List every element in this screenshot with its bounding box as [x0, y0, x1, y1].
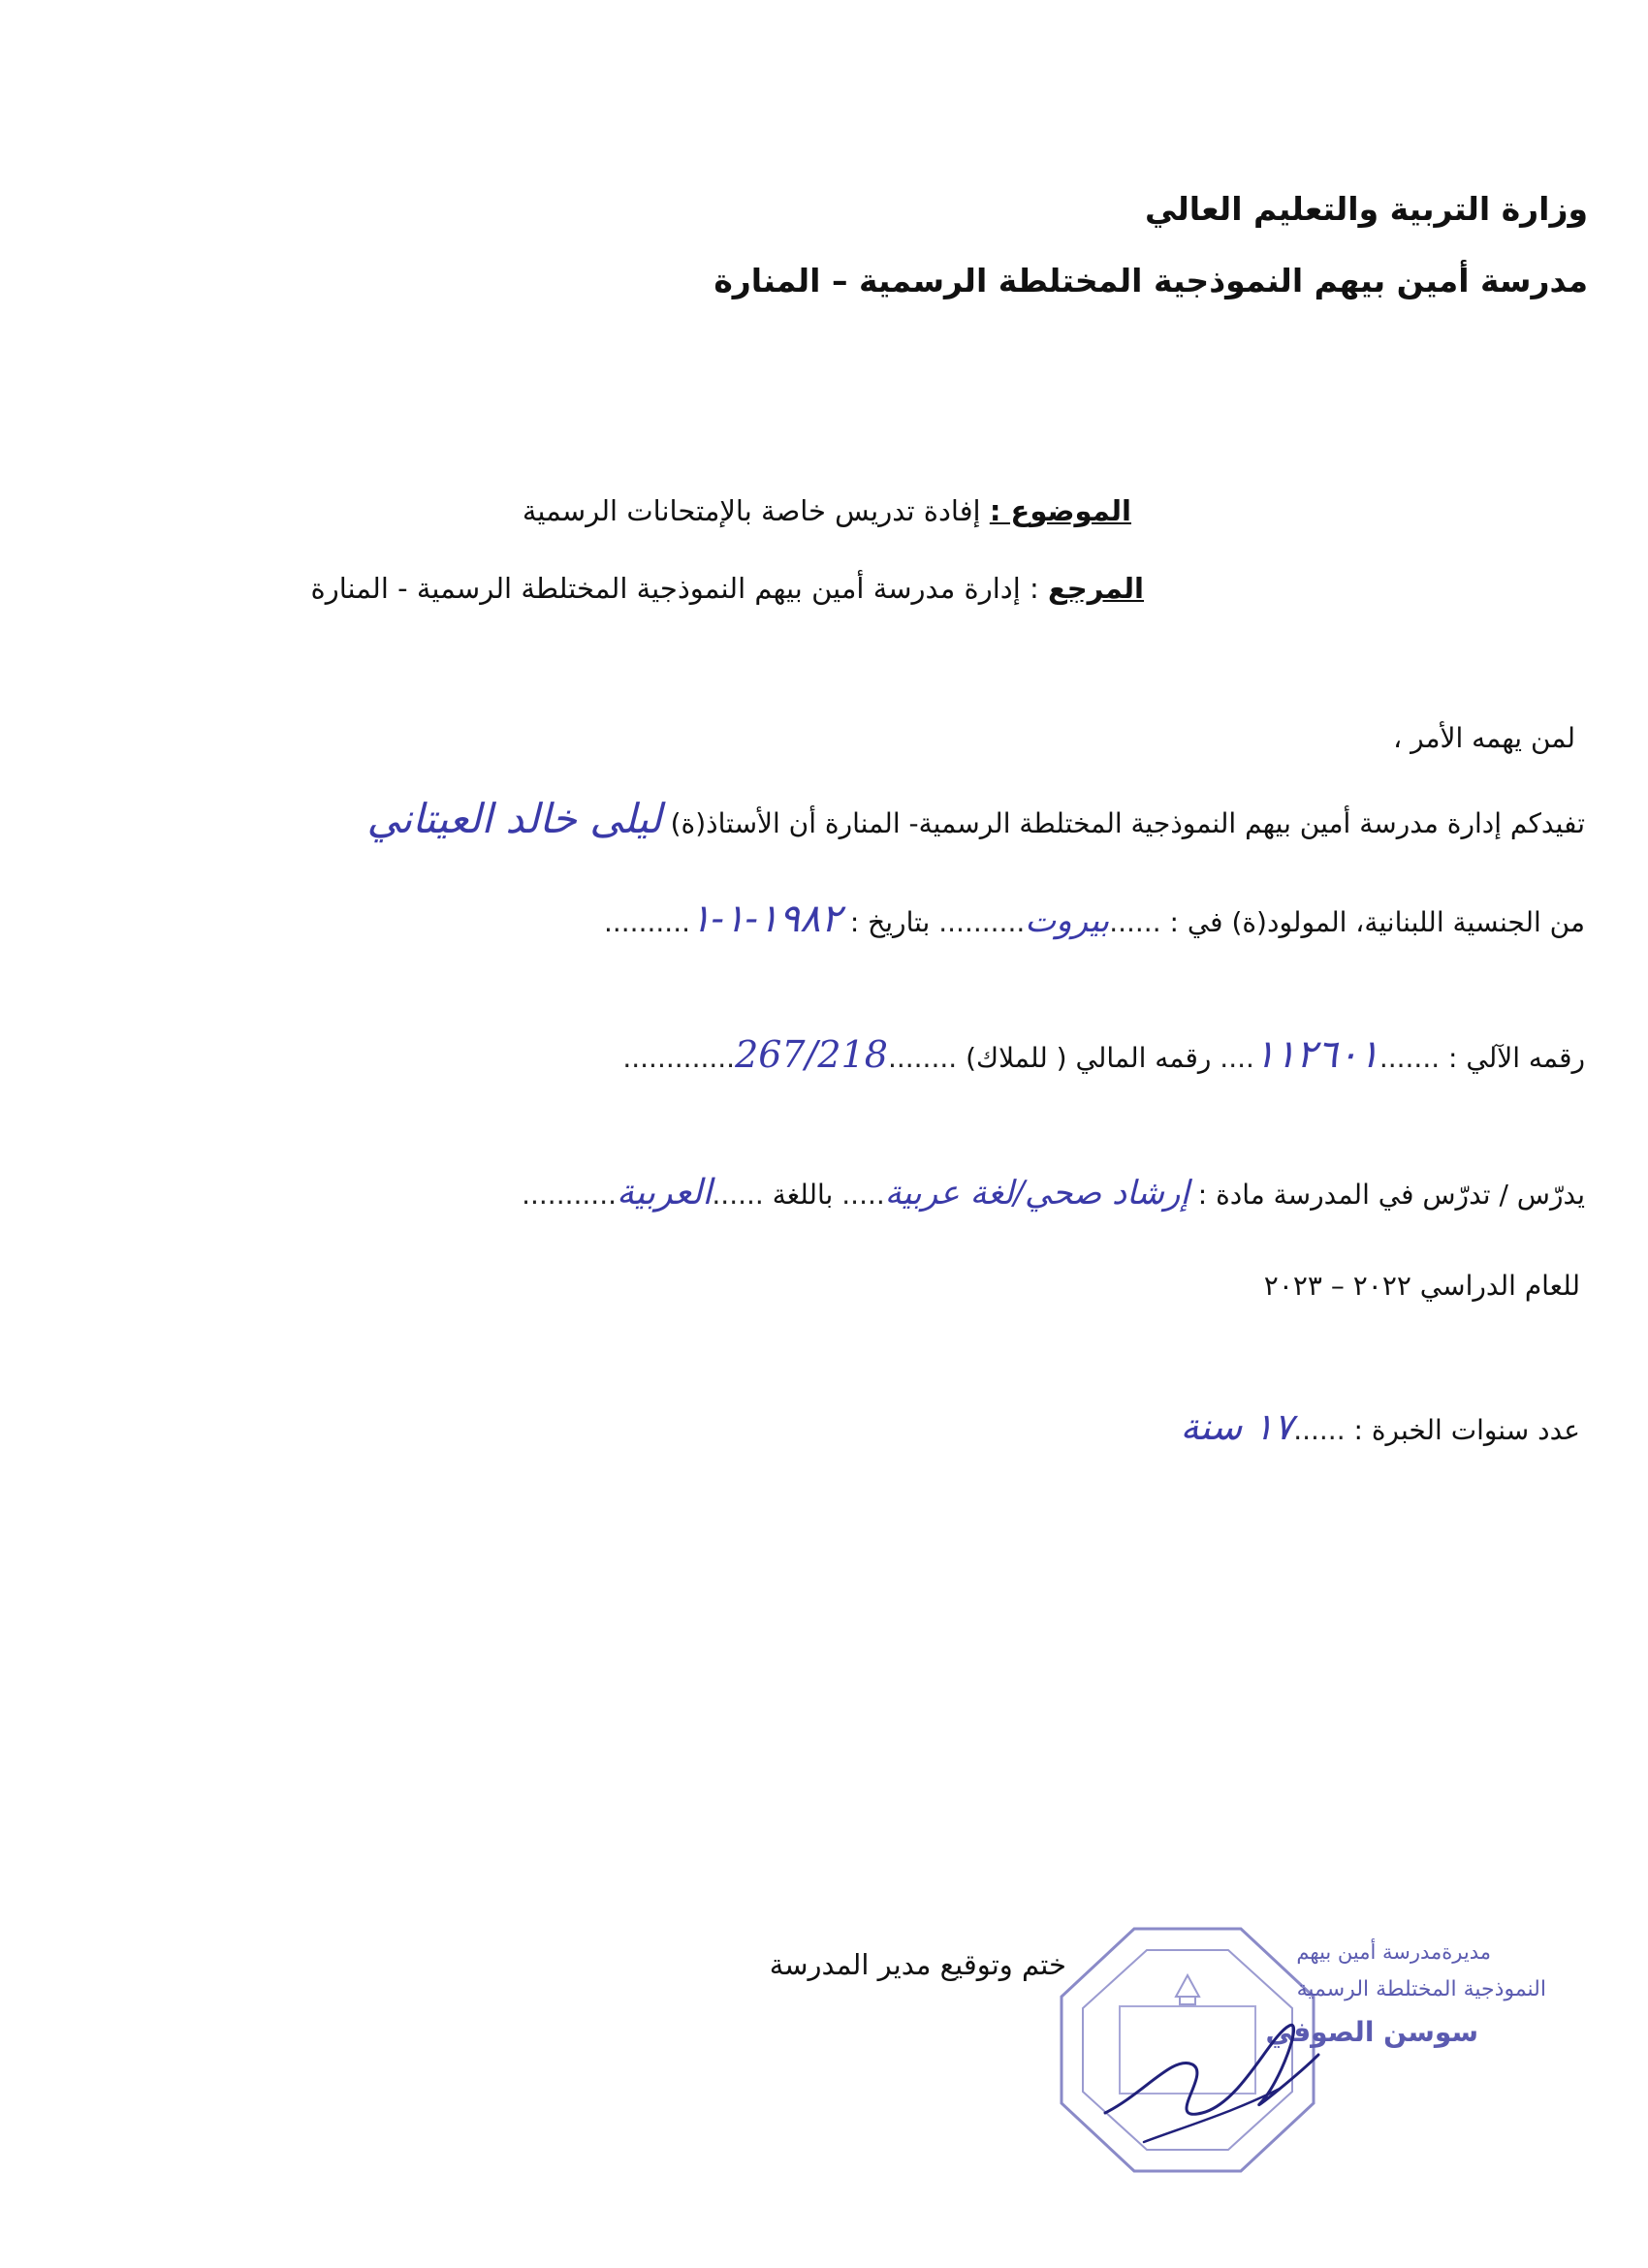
teacher-name: ليلى خالد العيتاني — [366, 795, 662, 842]
subject-label: الموضوع : — [989, 494, 1131, 527]
teaches-label: يدرّس / تدرّس في المدرسة مادة : — [1197, 1179, 1585, 1211]
reference-line — [311, 572, 1145, 605]
body-line-2 — [604, 897, 1585, 941]
director-title-2: النموذجية المختلطة الرسمية — [1296, 1977, 1546, 2001]
financial-number-label: رقمه المالي ( للملاك) — [966, 1042, 1212, 1074]
dots: .... — [1220, 1042, 1254, 1074]
subject-line — [523, 494, 1131, 527]
dots: ........... — [522, 1179, 617, 1211]
experience-label: عدد سنوات الخبرة : — [1353, 1414, 1580, 1446]
birth-place: بيروت — [1025, 901, 1110, 940]
line1-text: تفيدكم إدارة مدرسة أمين بيهم النموذجية المختلطة الرسمية- المنارة أن الأستاذ(ة) — [670, 807, 1585, 839]
signature-icon — [1086, 1997, 1338, 2152]
school-heading: مدرسة أمين بيهم النموذجية المختلطة الرسمية – المنارة — [713, 262, 1588, 299]
dots: .......... — [603, 906, 690, 938]
language-value: العربية — [617, 1173, 713, 1213]
language-label: باللغة — [772, 1179, 834, 1211]
reference-label: المرجع — [1047, 572, 1144, 605]
auto-number: ١١٢٦٠١ — [1253, 1032, 1379, 1077]
body-line-3 — [622, 1032, 1585, 1077]
dots: ...... — [1109, 906, 1161, 938]
ministry-heading: وزارة التربية والتعليم العالي — [1145, 190, 1588, 228]
date-label: بتاريخ : — [849, 906, 931, 938]
subject-taught: إرشاد صحي/لغة عربية — [884, 1174, 1189, 1213]
greeting: لمن يهمه الأمر ، — [1393, 722, 1575, 754]
financial-number: 267/218 — [735, 1033, 888, 1076]
body-line-4 — [522, 1173, 1585, 1213]
academic-year: للعام الدراسي ٢٠٢٢ – ٢٠٢٣ — [1263, 1270, 1580, 1302]
nationality-label: من الجنسية اللبنانية، المولود(ة) في : — [1169, 906, 1585, 938]
auto-number-label: رقمه الآلي : — [1448, 1042, 1585, 1074]
dots: ...... — [712, 1179, 764, 1211]
reference-value: : إدارة مدرسة أمين بيهم النموذجية المختلطة الرسمية - المنارة — [310, 572, 1039, 605]
experience-line — [1181, 1405, 1580, 1448]
director-title-1: مديرةمدرسة أمين بيهم — [1296, 1940, 1491, 1964]
dots: ....... — [1379, 1042, 1441, 1074]
dots: .......... — [938, 906, 1026, 938]
body-line-1 — [366, 795, 1585, 842]
dots: ..... — [841, 1179, 885, 1211]
subject-value: إفادة تدريس خاصة بالإمتحانات الرسمية — [522, 494, 981, 527]
dots: ........ — [887, 1042, 958, 1074]
dots: ...... — [1293, 1414, 1346, 1446]
experience-value: ١٧ سنة — [1180, 1405, 1294, 1448]
dots: ............. — [622, 1042, 736, 1074]
birth-date: ١٩٨٢-١-١ — [690, 897, 841, 941]
director-name: سوسن الصوفي — [1265, 2016, 1478, 2048]
signature-caption: ختم وتوقيع مدير المدرسة — [769, 1948, 1066, 1981]
